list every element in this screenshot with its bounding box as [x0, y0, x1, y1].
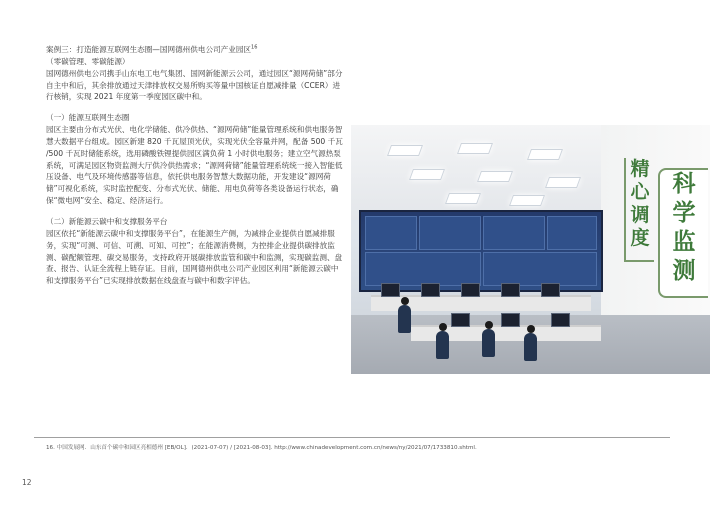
person-head	[485, 321, 493, 329]
case-title: 案例三：打造能源互联网生态圈—国网德州供电公司产业园区$^{16}$	[46, 44, 258, 54]
monitor	[421, 283, 440, 297]
sign-char: 心	[630, 181, 650, 203]
sign-char: 监	[672, 229, 696, 255]
video-wall-cell	[547, 216, 597, 250]
section2-body: 园区依托“新能源云碳中和支撑服务平台”，在能源生产侧，为减排企业提供自愿减排服务，实现“可测、可信、可溯、可知、可控”；在能源消费侧，为控排企业提供碳排放监测、碳配额管理、碳交易服务，支持政府开展碳排放监管和碳中和监测，实现碳监测、盘查、报告、认证全流程上链存证。目前，国网德州供电公司产业园区利用“新能源云碳中和支撑服务平台”已实现排放数据在线盘查与碳中和数字评估。	[46, 228, 343, 286]
monitor	[501, 313, 520, 327]
monitor	[551, 313, 570, 327]
video-wall-cell	[483, 252, 597, 286]
footnote-ref[interactable]: 16	[251, 44, 258, 51]
footnote-divider	[34, 437, 670, 438]
ceiling-light	[527, 149, 563, 160]
wall-sign-left	[624, 158, 654, 262]
ceiling-light	[445, 193, 481, 204]
sign-char: 学	[672, 200, 696, 226]
monitor	[451, 313, 470, 327]
case-intro: 国网德州供电公司携手山东电工电气集团、国网新能源云公司，通过园区“源网荷储”部分自主中和后，其余排放通过天津排放权交易所购买等量中国核证自愿减排量（CCER）进行核销，实现 2021 年度第一季度园区碳中和。	[46, 68, 343, 102]
control-room-photo	[351, 125, 710, 374]
monitor	[501, 283, 520, 297]
section1-body: 园区主要由分布式光伏、电化学储能、供冷供热、“源网荷储”能量管理系统和供电服务智慧大数据平台组成。园区新建 820 千瓦屋顶光伏，实现光伏全容量并网，配备 500 千瓦 /500 千瓦时储能系统，选用磷酸铁锂提供园区满负荷 1 小时供电服务；建立空气源热泵系统，可满足园区物资监测大厅供冷供热需求；“源网荷储”能量管理系统统一接入智能低压设备、电气及环境传感器等信息，依托供电服务智慧大数据功能，开发建设“源网荷储”可视化系统，实时监控配变、分布式光伏、储能、用电负荷等各类设备运行状态，确保“微电网”安全、稳定、经济运行。	[46, 125, 343, 206]
person-head	[527, 325, 535, 333]
footnote-text: 16. 中国发展网．山东首个碳中和园区亮相德州 [EB/OL]．(2021-07-07) / [2021-08-03]. http://www.chinadevelopment.com.cn/news/ny/2021/07/1733810.shtml.	[46, 445, 477, 451]
operator	[436, 331, 449, 359]
case-tags: （零碳管理、零碳能源）	[46, 56, 130, 66]
sign-char: 科	[672, 171, 696, 197]
monitor	[381, 283, 400, 297]
sign-char: 测	[672, 258, 696, 284]
ceiling-light	[457, 143, 493, 154]
video-wall	[359, 210, 603, 292]
monitor	[541, 283, 560, 297]
person-head	[401, 297, 409, 305]
video-wall-cell	[365, 252, 481, 286]
video-wall-cell	[365, 216, 417, 250]
operator	[482, 329, 495, 357]
section2-heading: （二）新能源云碳中和支撑服务平台	[46, 216, 168, 226]
page-number: 12	[22, 478, 32, 487]
ceiling-light	[477, 171, 513, 182]
sign-char: 调	[630, 204, 650, 226]
wall-sign-right	[658, 168, 708, 298]
operator	[398, 305, 411, 333]
main-text-column	[46, 44, 344, 287]
ceiling-light	[387, 145, 423, 156]
video-wall-cell	[419, 216, 481, 250]
ceiling-light	[545, 177, 581, 188]
operator	[524, 333, 537, 361]
section1-heading: （一）能源互联网生态圈	[46, 113, 130, 123]
monitor	[461, 283, 480, 297]
ceiling-light	[409, 169, 445, 180]
ceiling-light	[509, 195, 545, 206]
sign-char: 精	[630, 158, 650, 180]
person-head	[439, 323, 447, 331]
video-wall-cell	[483, 216, 545, 250]
sign-char: 度	[630, 227, 650, 249]
